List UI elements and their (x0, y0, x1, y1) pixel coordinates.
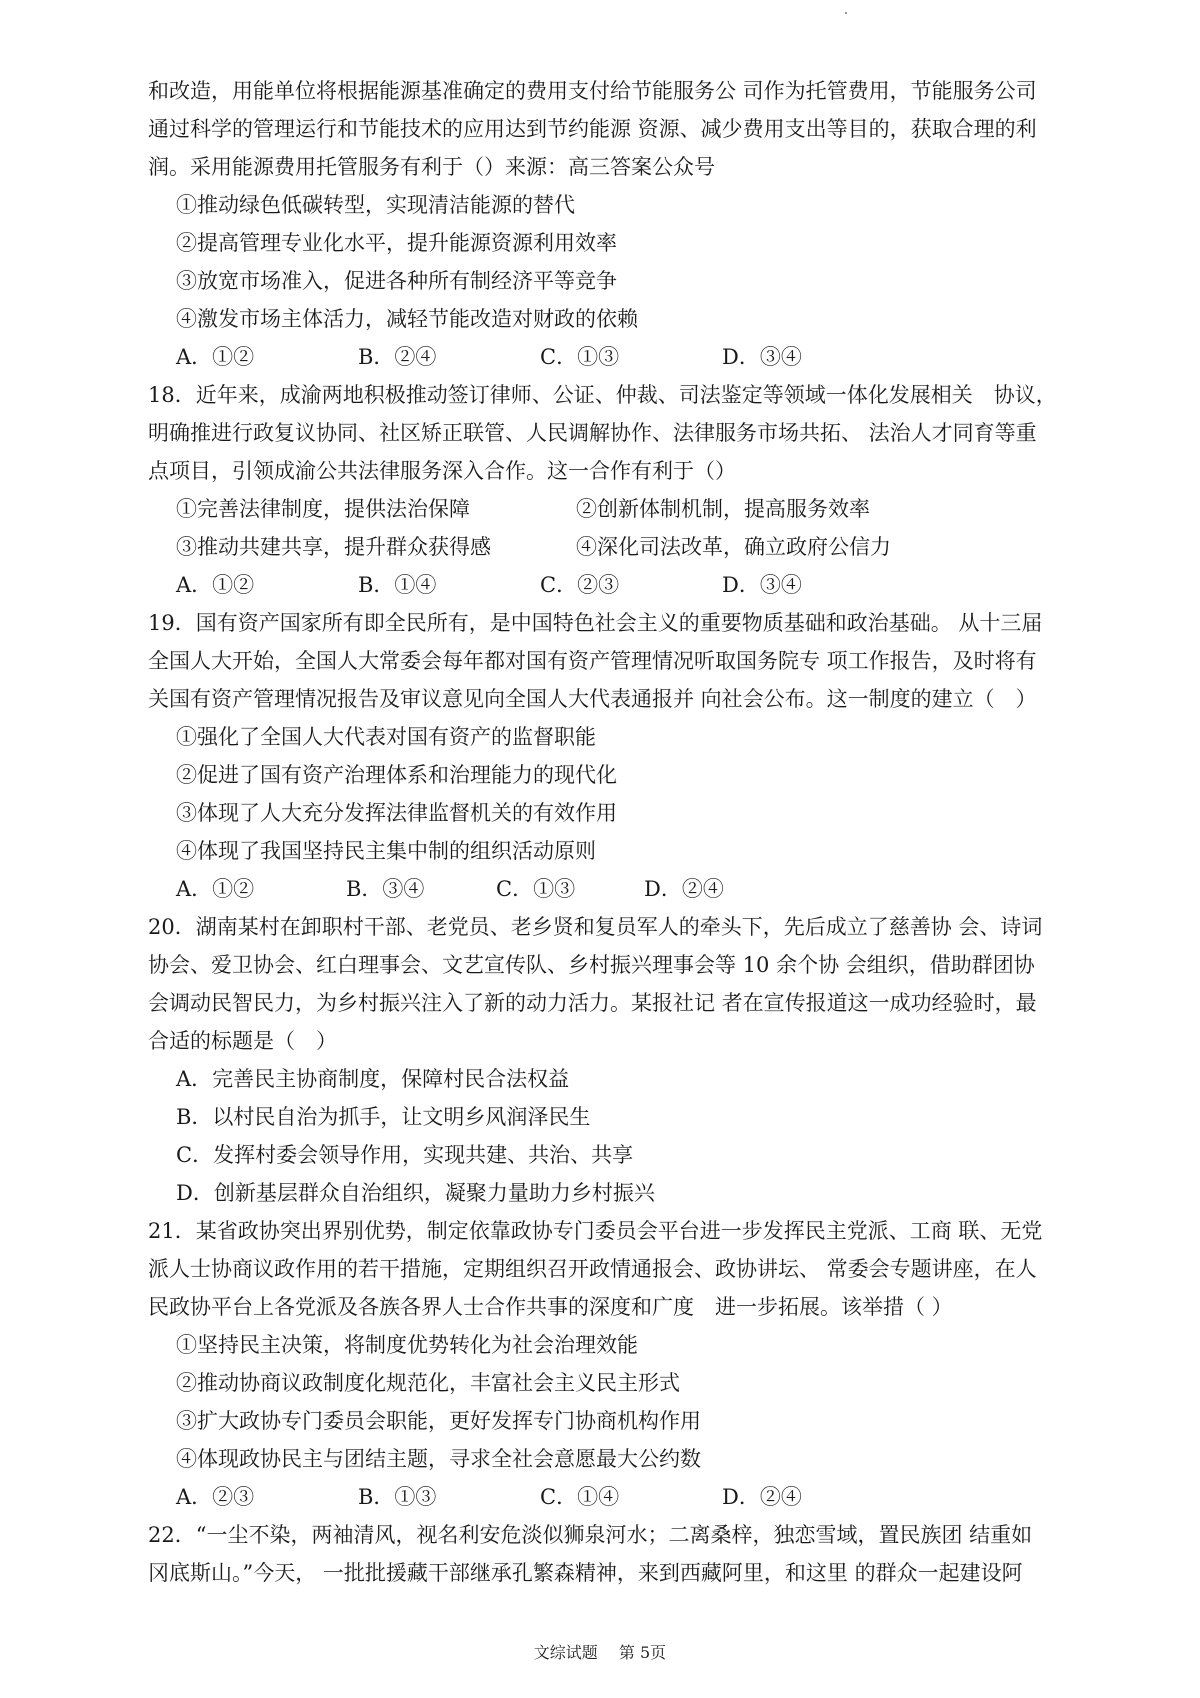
statement-option: ③体现了人大充分发挥法律监督机关的有效作用 (176, 801, 617, 825)
choice-c: C．②③ (540, 573, 620, 597)
statement-option-row (148, 528, 1078, 566)
statement-option: ①坚持民主决策，将制度优势转化为社会治理效能 (176, 1333, 638, 1357)
statement-option: ③放宽市场准入，促进各种所有制经济平等竞争 (176, 269, 617, 293)
answer-choices (148, 566, 1078, 604)
question-text-line: 协会、爱卫协会、红白理事会、文艺宣传队、乡村振兴理事会等 10 余个协 会组织，借助群团协 (148, 953, 1035, 977)
answer-option: A．完善民主协商制度，保障村民合法权益 (176, 1067, 570, 1091)
question-22 (148, 1516, 1078, 1592)
question-text-line: 18．近年来，成渝两地积极推动签订律师、公证、仲裁、司法鉴定等领域一体化发展相关 协议， (148, 383, 1057, 407)
answer-option: D．创新基层群众自治组织，凝聚力量助力乡村振兴 (176, 1181, 655, 1205)
scan-speck (845, 12, 847, 14)
answer-choices (148, 1478, 1078, 1516)
choice-c: C．①④ (540, 1485, 620, 1509)
question-text-line: 明确推进行政复议协同、社区矫正联管、人民调解协作、法律服务市场共拓、 法治人才同育等重 (148, 421, 1037, 445)
choice-b: B．①④ (358, 573, 437, 597)
question-20 (148, 908, 1078, 1212)
choice-d: D．②④ (722, 1485, 802, 1509)
statement-option: ②创新体制机制，提高服务效率 (576, 497, 870, 521)
question-17-continued (148, 72, 1078, 376)
choice-b: B．②④ (358, 345, 437, 369)
choice-b: B．③④ (346, 877, 425, 901)
question-text-line: 点项目，引领成渝公共法律服务深入合作。这一合作有利于（） (148, 459, 736, 483)
question-text-line: 合适的标题是（ ） (148, 1029, 337, 1053)
question-text-line: 关国有资产管理情况报告及审议意见向全国人大代表通报并 向社会公布。这一制度的建立（ ） (148, 687, 1037, 711)
question-text-line: 21．某省政协突出界别优势，制定依靠政协专门委员会平台进一步发挥民主党派、工商 联、无党 (148, 1219, 1043, 1243)
answer-choices (148, 870, 1078, 908)
question-text-line: 22．“一尘不染，两袖清风，视名利安危淡似狮泉河水；二离桑梓，独恋雪域，置民族团 结重如 (148, 1523, 1033, 1547)
statement-option: ④激发市场主体活力，减轻节能改造对财政的依赖 (176, 307, 638, 331)
footer-subject: 文综试题 (533, 1643, 598, 1662)
answer-option: C．发挥村委会领导作用，实现共建、共治、共享 (176, 1143, 634, 1167)
statement-option: ④深化司法改革，确立政府公信力 (576, 535, 891, 559)
statement-option: ③扩大政协专门委员会职能，更好发挥专门协商机构作用 (176, 1409, 701, 1433)
question-text-line: 会调动民智民力，为乡村振兴注入了新的动力活力。某报社记 者在宣传报道这一成功经验时，最 (148, 991, 1037, 1015)
choice-d: D．③④ (722, 573, 802, 597)
statement-option: ①推动绿色低碳转型，实现清洁能源的替代 (176, 193, 575, 217)
statement-option: ④体现政协民主与团结主题，寻求全社会意愿最大公约数 (176, 1447, 701, 1471)
question-text-line: 19．国有资产国家所有即全民所有，是中国特色社会主义的重要物质基础和政治基础。 从十三届 (148, 611, 1043, 635)
statement-option-row (148, 490, 1078, 528)
statement-option: ②提高管理专业化水平，提升能源资源利用效率 (176, 231, 617, 255)
question-19 (148, 604, 1078, 908)
choice-c: C．①③ (540, 345, 620, 369)
question-text-line: 民政协平台上各党派及各族各界人士合作共事的深度和广度 进一步拓展。该举措（ ） (148, 1295, 953, 1319)
question-21 (148, 1212, 1078, 1516)
choice-a: A．①② (176, 345, 255, 369)
question-text-line: 派人士协商议政作用的若干措施，定期组织召开政情通报会、政协讲坛、 常委会专题讲座，在人 (148, 1257, 1037, 1281)
choice-c: C．①③ (496, 877, 576, 901)
page-footer (0, 1643, 1200, 1663)
page-content (148, 72, 1078, 1592)
question-text-line: 冈底斯山。”今天， 一批批援藏干部继承孔繁森精神，来到西藏阿里，和这里 的群众一起建设阿 (148, 1561, 1023, 1585)
answer-choices (148, 338, 1078, 376)
choice-a: A．①② (176, 877, 255, 901)
statement-option: ④体现了我国坚持民主集中制的组织活动原则 (176, 839, 596, 863)
question-text-line: 润。采用能源费用托管服务有利于（）来源：高三答案公众号 (148, 155, 715, 179)
question-text-line: 全国人大开始，全国人大常委会每年都对国有资产管理情况听取国务院专 项工作报告，及时将有 (148, 649, 1037, 673)
footer-page-number: 第 5页 (618, 1643, 667, 1662)
choice-a: A．①② (176, 573, 255, 597)
question-text-line: 20．湖南某村在卸职村干部、老党员、老乡贤和复员军人的牵头下，先后成立了慈善协 会、诗词 (148, 915, 1043, 939)
choice-d: D．②④ (644, 877, 724, 901)
question-18 (148, 376, 1078, 604)
statement-option: ③推动共建共享，提升群众获得感 (176, 535, 491, 559)
statement-option: ②推动协商议政制度化规范化，丰富社会主义民主形式 (176, 1371, 680, 1395)
question-text-line: 通过科学的管理运行和节能技术的应用达到节约能源 资源、减少费用支出等目的，获取合理的利 (148, 117, 1037, 141)
statement-option: ①完善法律制度，提供法治保障 (176, 497, 470, 521)
choice-b: B．①③ (358, 1485, 437, 1509)
answer-option: B．以村民自治为抓手，让文明乡风润泽民生 (176, 1105, 591, 1129)
statement-option: ①强化了全国人大代表对国有资产的监督职能 (176, 725, 596, 749)
choice-d: D．③④ (722, 345, 802, 369)
question-text-line: 和改造，用能单位将根据能源基准确定的费用支付给节能服务公 司作为托管费用，节能服务公司 (148, 79, 1037, 103)
choice-a: A．②③ (176, 1485, 255, 1509)
statement-option: ②促进了国有资产治理体系和治理能力的现代化 (176, 763, 617, 787)
